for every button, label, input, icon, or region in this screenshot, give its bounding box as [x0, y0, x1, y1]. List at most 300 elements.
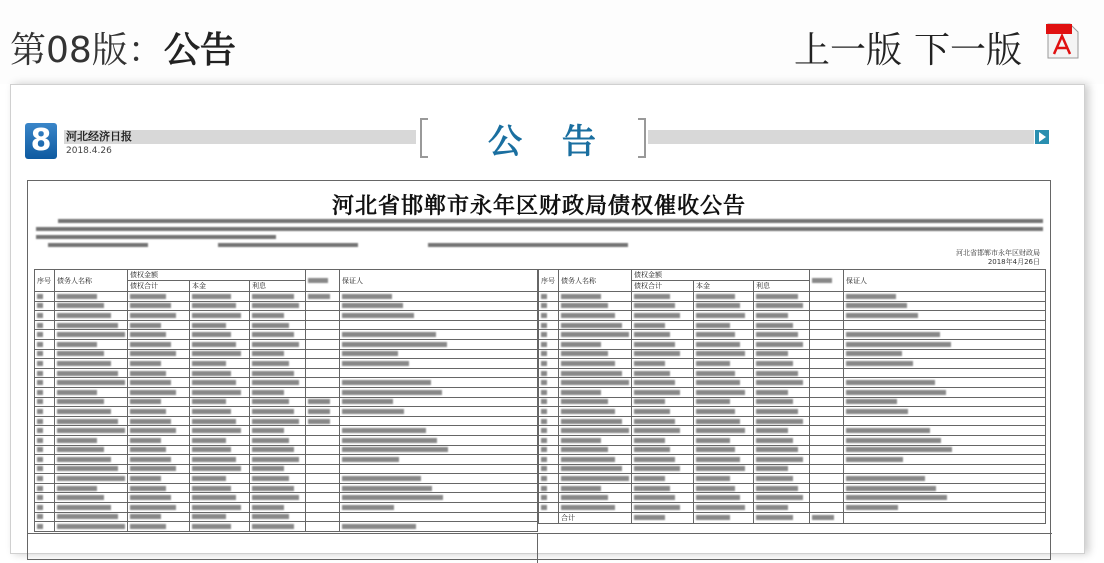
table-cell — [754, 407, 810, 417]
edition-nav — [794, 22, 1022, 73]
notice-box — [27, 180, 1051, 560]
table-cell — [694, 435, 754, 445]
edition-label: 第08版： — [10, 30, 164, 71]
table-row — [539, 512, 1046, 523]
table-cell — [55, 483, 128, 493]
table-cell — [35, 320, 55, 330]
table-cell — [35, 455, 55, 465]
table-cell — [844, 455, 1046, 465]
table-row — [35, 426, 538, 436]
table-cell — [340, 378, 538, 388]
table-cell — [55, 493, 128, 503]
table-cell — [754, 503, 810, 513]
table-cell — [250, 407, 306, 417]
table-cell — [559, 339, 632, 349]
table-cell — [632, 512, 694, 523]
table-cell — [55, 368, 128, 378]
table-cell — [694, 339, 754, 349]
table-cell — [250, 359, 306, 369]
table-row — [539, 455, 1046, 465]
table-cell — [632, 349, 694, 359]
table-cell — [694, 378, 754, 388]
col-amount: 债权金额 — [632, 270, 810, 281]
edition-title — [10, 22, 236, 73]
table-cell — [340, 455, 538, 465]
table-row — [539, 407, 1046, 417]
notice-signature — [956, 249, 1040, 267]
table-cell — [128, 320, 190, 330]
table-cell — [306, 464, 340, 474]
table-cell — [559, 426, 632, 436]
table-cell — [250, 311, 306, 321]
table-cell — [539, 311, 559, 321]
table-cell — [754, 426, 810, 436]
table-cell — [340, 512, 538, 522]
table-cell — [632, 416, 694, 426]
table-cell — [694, 426, 754, 436]
table-cell — [559, 512, 632, 523]
notice-text — [58, 219, 1043, 223]
table-cell — [844, 359, 1046, 369]
table-cell — [632, 292, 694, 302]
table-cell — [190, 445, 250, 455]
table-cell — [810, 292, 844, 302]
page-header — [0, 0, 1104, 84]
table-cell — [55, 464, 128, 474]
table-cell — [35, 387, 55, 397]
table-row — [539, 292, 1046, 302]
table-cell — [559, 493, 632, 503]
table-cell — [559, 435, 632, 445]
table-row — [539, 359, 1046, 369]
table-cell — [754, 349, 810, 359]
table-cell — [810, 445, 844, 455]
notice-title: 河北省邯郸市永年区财政局债权催收公告 — [331, 193, 746, 219]
section-label: 公告 — [163, 30, 236, 71]
table-cell — [694, 311, 754, 321]
col-total: 债权合计 — [632, 281, 694, 292]
table-cell — [128, 387, 190, 397]
table-cell — [632, 378, 694, 388]
table-cell — [128, 445, 190, 455]
table-cell — [128, 397, 190, 407]
table-cell — [35, 330, 55, 340]
table-cell — [694, 445, 754, 455]
table-cell — [754, 435, 810, 445]
table-cell — [632, 368, 694, 378]
table-cell — [632, 464, 694, 474]
table-header-row — [539, 270, 1046, 281]
table-cell — [190, 330, 250, 340]
table-cell — [539, 407, 559, 417]
table-cell — [250, 512, 306, 522]
table-cell — [694, 407, 754, 417]
table-cell — [35, 503, 55, 513]
table-cell — [810, 503, 844, 513]
table-cell — [810, 426, 844, 436]
issue-date: 2018年4月26日 — [987, 258, 1040, 266]
col-extra — [306, 270, 340, 292]
table-row — [539, 387, 1046, 397]
table-cell — [35, 426, 55, 436]
table-cell — [128, 464, 190, 474]
table-cell — [306, 292, 340, 302]
table-cell — [306, 426, 340, 436]
table-cell — [250, 483, 306, 493]
table-cell — [694, 493, 754, 503]
table-cell — [754, 378, 810, 388]
table-cell — [559, 474, 632, 484]
table-cell — [55, 445, 128, 455]
table-cell — [694, 503, 754, 513]
pdf-icon[interactable] — [1042, 20, 1082, 60]
table-cell — [340, 368, 538, 378]
paper-name: 河北经济日报 — [66, 130, 132, 143]
table-cell — [340, 483, 538, 493]
table-cell — [250, 368, 306, 378]
table-cell — [754, 320, 810, 330]
notice-text — [218, 243, 358, 247]
table-cell — [128, 426, 190, 436]
table-cell — [306, 512, 340, 522]
table-cell — [306, 368, 340, 378]
col-no: 序号 — [35, 270, 55, 292]
table-cell — [190, 339, 250, 349]
table-row — [35, 359, 538, 369]
table-cell — [559, 464, 632, 474]
notice-text — [36, 227, 1043, 231]
table-cell — [128, 474, 190, 484]
table-cell — [250, 474, 306, 484]
table-cell — [190, 311, 250, 321]
table-cell — [754, 455, 810, 465]
table-row — [35, 522, 538, 532]
total-label: 合计 — [561, 513, 575, 522]
table-cell — [306, 311, 340, 321]
table-cell — [539, 349, 559, 359]
table-row — [35, 292, 538, 302]
table-cell — [844, 397, 1046, 407]
table-cell — [810, 339, 844, 349]
table-cell — [306, 483, 340, 493]
table-row — [35, 512, 538, 522]
table-cell — [559, 311, 632, 321]
table-row — [539, 339, 1046, 349]
table-cell — [55, 320, 128, 330]
table-cell — [250, 387, 306, 397]
table-cell — [306, 359, 340, 369]
table-cell — [694, 292, 754, 302]
table-row — [539, 483, 1046, 493]
table-cell — [559, 368, 632, 378]
table-cell — [539, 503, 559, 513]
table-cell — [55, 349, 128, 359]
section-title: 公 告 — [488, 122, 610, 162]
table-cell — [306, 320, 340, 330]
col-principal: 本金 — [694, 281, 754, 292]
table-cell — [306, 522, 340, 532]
next-page-arrow-icon[interactable] — [1035, 130, 1049, 144]
table-cell — [539, 301, 559, 311]
table-cell — [306, 416, 340, 426]
table-cell — [632, 301, 694, 311]
table-cell — [632, 397, 694, 407]
col-amount: 债权金额 — [128, 270, 306, 281]
table-cell — [694, 368, 754, 378]
table-cell — [559, 292, 632, 302]
table-cell — [810, 474, 844, 484]
col-interest: 利息 — [250, 281, 306, 292]
table-cell — [190, 407, 250, 417]
table-cell — [128, 512, 190, 522]
table-cell — [35, 407, 55, 417]
table-cell — [55, 387, 128, 397]
table-cell — [810, 387, 844, 397]
table-cell — [694, 397, 754, 407]
table-row — [539, 397, 1046, 407]
table-cell — [810, 464, 844, 474]
table-cell — [844, 301, 1046, 311]
table-cell — [190, 464, 250, 474]
table-row — [35, 397, 538, 407]
bracket-right — [638, 118, 646, 158]
table-cell — [340, 397, 538, 407]
table-cell — [35, 512, 55, 522]
table-cell — [306, 474, 340, 484]
table-row — [539, 416, 1046, 426]
table-cell — [694, 455, 754, 465]
table-cell — [250, 349, 306, 359]
table-cell — [632, 474, 694, 484]
table-cell — [844, 474, 1046, 484]
table-cell — [754, 368, 810, 378]
table-cell — [35, 522, 55, 532]
table-cell — [250, 455, 306, 465]
col-guarantor: 保证人 — [340, 270, 538, 292]
table-row — [35, 301, 538, 311]
table-row — [539, 474, 1046, 484]
table-cell — [306, 330, 340, 340]
table-cell — [539, 493, 559, 503]
table-cell — [810, 512, 844, 523]
table-cell — [340, 503, 538, 513]
table-cell — [306, 301, 340, 311]
table-cell — [844, 330, 1046, 340]
table-cell — [190, 416, 250, 426]
table-cell — [128, 301, 190, 311]
table-cell — [190, 359, 250, 369]
table-cell — [539, 474, 559, 484]
table-cell — [340, 387, 538, 397]
table-cell — [190, 435, 250, 445]
table-cell — [559, 445, 632, 455]
table-cell — [250, 397, 306, 407]
table-cell — [190, 483, 250, 493]
table-row — [35, 320, 538, 330]
table-cell — [844, 407, 1046, 417]
col-principal: 本金 — [190, 281, 250, 292]
table-cell — [754, 339, 810, 349]
table-cell — [539, 378, 559, 388]
table-cell — [632, 435, 694, 445]
table-cell — [340, 522, 538, 532]
table-cell — [632, 330, 694, 340]
table-cell — [632, 483, 694, 493]
table-cell — [55, 292, 128, 302]
table-cell — [632, 445, 694, 455]
col-debtor: 债务人名称 — [55, 270, 128, 292]
table-cell — [55, 416, 128, 426]
table-cell — [754, 292, 810, 302]
table-cell — [128, 292, 190, 302]
table-cell — [694, 387, 754, 397]
table-cell — [539, 455, 559, 465]
table-cell — [128, 330, 190, 340]
table-cell — [539, 397, 559, 407]
table-row — [35, 416, 538, 426]
debt-table-right — [538, 269, 1046, 524]
table-cell — [306, 378, 340, 388]
table-cell — [55, 503, 128, 513]
table-cell — [340, 416, 538, 426]
table-cell — [810, 378, 844, 388]
table-cell — [632, 493, 694, 503]
table-cell — [190, 349, 250, 359]
table-cell — [754, 512, 810, 523]
table-cell — [340, 435, 538, 445]
table-cell — [632, 503, 694, 513]
table-cell — [190, 474, 250, 484]
table-cell — [559, 349, 632, 359]
table-cell — [694, 320, 754, 330]
table-cell — [539, 339, 559, 349]
table-cell — [539, 426, 559, 436]
table-cell — [844, 512, 1046, 523]
table-cell — [632, 311, 694, 321]
issuer: 河北省邯郸市永年区财政局 — [956, 249, 1040, 257]
table-cell — [190, 301, 250, 311]
table-cell — [340, 426, 538, 436]
table-cell — [810, 416, 844, 426]
table-cell — [559, 483, 632, 493]
table-cell — [340, 320, 538, 330]
table-cell — [35, 483, 55, 493]
table-cell — [559, 330, 632, 340]
table-cell — [694, 483, 754, 493]
table-cell — [694, 512, 754, 523]
table-cell — [128, 311, 190, 321]
table-cell — [559, 387, 632, 397]
next-edition-link[interactable]: 下一版 — [913, 30, 1022, 71]
table-cell — [754, 445, 810, 455]
col-debtor: 债务人名称 — [559, 270, 632, 292]
table-cell — [55, 435, 128, 445]
table-cell — [694, 301, 754, 311]
table-cell — [35, 301, 55, 311]
table-cell — [340, 349, 538, 359]
col-total: 债权合计 — [128, 281, 190, 292]
table-row — [35, 474, 538, 484]
table-cell — [190, 522, 250, 532]
table-cell — [539, 368, 559, 378]
table-cell — [250, 320, 306, 330]
table-cell — [810, 435, 844, 445]
table-cell — [754, 493, 810, 503]
prev-edition-link[interactable]: 上一版 — [793, 30, 902, 71]
masthead-bar-right — [648, 130, 1034, 144]
table-cell — [754, 474, 810, 484]
table-row — [539, 301, 1046, 311]
table-cell — [128, 503, 190, 513]
table-row — [35, 493, 538, 503]
paper-date: 2018.4.26 — [66, 146, 112, 156]
table-row — [539, 426, 1046, 436]
table-cell — [190, 426, 250, 436]
table-row — [35, 407, 538, 417]
table-cell — [35, 339, 55, 349]
table-cell — [306, 339, 340, 349]
table-row — [539, 464, 1046, 474]
table-row — [35, 311, 538, 321]
table-row — [35, 368, 538, 378]
table-cell — [35, 493, 55, 503]
table-cell — [810, 301, 844, 311]
table-cell — [754, 387, 810, 397]
table-cell — [250, 378, 306, 388]
table-cell — [810, 359, 844, 369]
table-cell — [55, 311, 128, 321]
table-cell — [539, 292, 559, 302]
table-cell — [559, 359, 632, 369]
table-row — [35, 387, 538, 397]
table-cell — [55, 397, 128, 407]
table-row — [35, 378, 538, 388]
table-cell — [55, 330, 128, 340]
table-cell — [128, 416, 190, 426]
table-cell — [306, 445, 340, 455]
table-cell — [844, 426, 1046, 436]
table-cell — [190, 368, 250, 378]
table-row — [35, 483, 538, 493]
table-cell — [190, 493, 250, 503]
table-cell — [754, 397, 810, 407]
table-cell — [694, 474, 754, 484]
table-cell — [340, 359, 538, 369]
table-cell — [128, 455, 190, 465]
table-cell — [754, 359, 810, 369]
table-cell — [559, 407, 632, 417]
table-row — [35, 455, 538, 465]
table-cell — [539, 435, 559, 445]
table-cell — [190, 378, 250, 388]
table-cell — [306, 407, 340, 417]
table-cell — [250, 426, 306, 436]
table-cell — [340, 301, 538, 311]
table-cell — [340, 330, 538, 340]
table-cell — [844, 311, 1046, 321]
table-cell — [844, 349, 1046, 359]
table-cell — [810, 483, 844, 493]
table-cell — [306, 493, 340, 503]
table-cell — [128, 493, 190, 503]
table-cell — [632, 455, 694, 465]
table-cell — [559, 301, 632, 311]
col-interest: 利息 — [754, 281, 810, 292]
table-cell — [559, 397, 632, 407]
table-cell — [844, 503, 1046, 513]
table-cell — [250, 292, 306, 302]
table-cell — [754, 330, 810, 340]
